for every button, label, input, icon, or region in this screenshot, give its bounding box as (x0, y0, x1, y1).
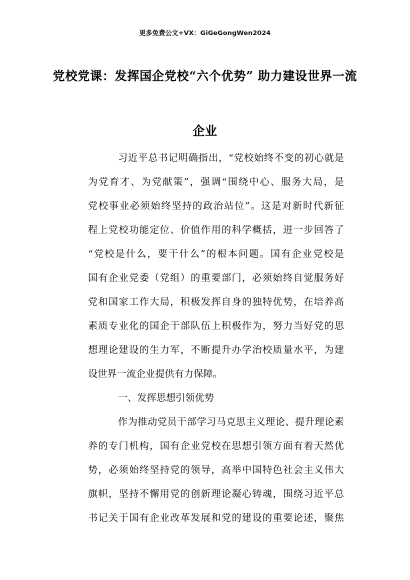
body-line: 习近平总书记明确指出，“党校始终不变的初心就是 (118, 153, 344, 164)
body-line: 党和国家工作大局，积极发挥自身的独特优势，在培养高 (88, 297, 344, 308)
body-line: 程上党校功能定位、价值作用的科学概括，进一步回答了 (88, 225, 344, 236)
body-line: 素质专业化的国企干部队伍上积极作为，努力当好党的思 (88, 321, 344, 332)
header-note: 更多免费公文+VX：GiGeGongWen2024 (139, 29, 271, 37)
body-line: 作为推动党员干部学习马克思主义理论、提升理论素 (118, 417, 344, 428)
body-line: 养的专门机构，国有企业党校在思想引领方面有着天然优 (88, 441, 344, 452)
body-line: 设世界一流企业提供有力保障。 (88, 369, 223, 380)
section-heading: 一、发挥思想引领优势 (118, 393, 214, 404)
body-line: 想理论建设的生力军，不断提升办学治校质量水平，为建 (88, 345, 344, 356)
document-title-line-2: 企业 (192, 124, 218, 138)
body-line: 为党育才、为党献策”，强调“围绕中心、服务大局，是 (88, 177, 344, 188)
body-line: 国有企业党委（党组）的重要部门，必须始终自觉服务好 (88, 273, 344, 284)
body-line: 旗帜，坚持不懈用党的创新理论凝心铸魂，围绕习近平总 (88, 489, 344, 500)
document-title-line-1: 党校党课：发挥国企党校“六个优势” 助力建设世界一流 (52, 69, 358, 83)
body-line: 势，必须始终坚持党的领导，高举中国特色社会主义伟大 (88, 465, 344, 476)
body-line: 书记关于国有企业改革发展和党的建设的重要论述，聚焦 (88, 513, 344, 524)
body-line: 党校事业必须始终坚持的政治站位”。这是对新时代新征 (88, 201, 344, 212)
body-line: “党校是什么，要干什么”的根本问题。国有企业党校是 (88, 249, 344, 260)
